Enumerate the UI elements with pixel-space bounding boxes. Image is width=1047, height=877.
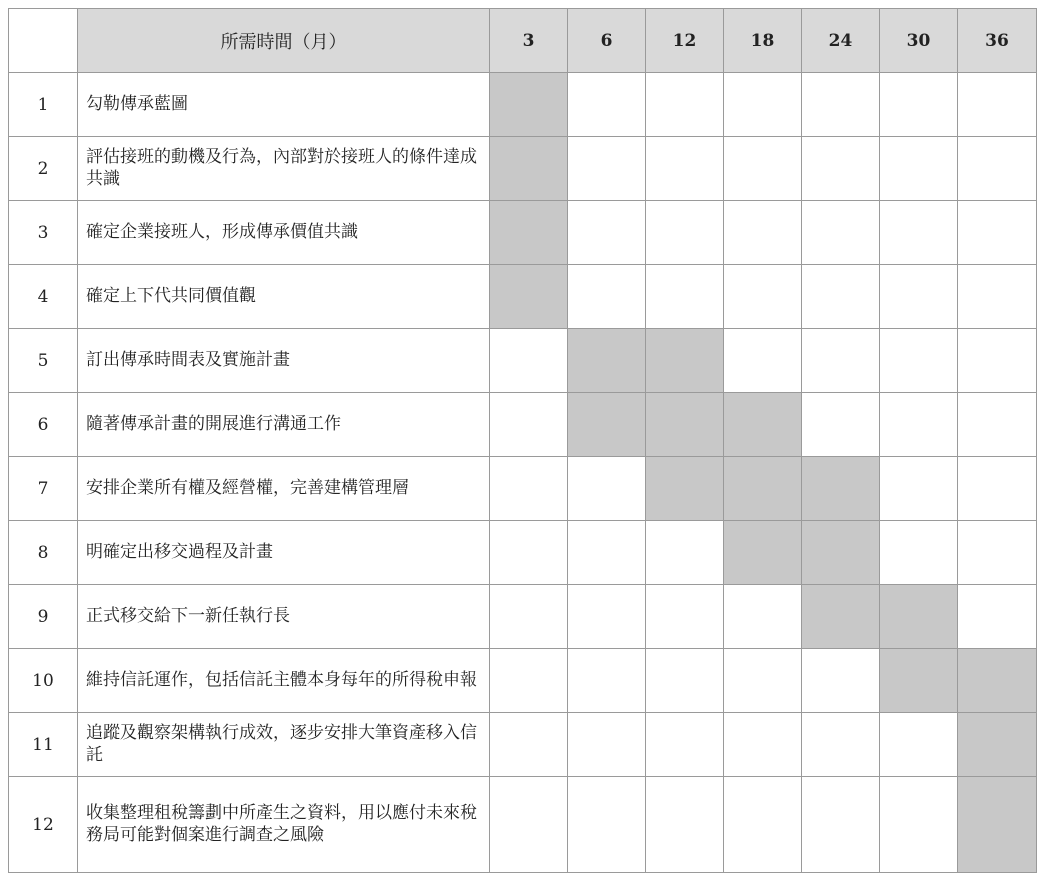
task-description: 追蹤及觀察架構執行成效，逐步安排大筆資產移入信託 xyxy=(78,713,490,777)
timeline-cell-empty xyxy=(646,585,724,649)
table-row xyxy=(9,521,1037,585)
task-description: 明確定出移交過程及計畫 xyxy=(78,521,490,585)
timeline-cell-empty xyxy=(880,713,958,777)
task-description: 勾勒傳承藍圖 xyxy=(78,73,490,137)
table-row xyxy=(9,777,1037,873)
row-number: 9 xyxy=(9,585,78,649)
table-row xyxy=(9,201,1037,265)
row-number: 6 xyxy=(9,393,78,457)
timeline-cell-empty xyxy=(490,777,568,873)
header-task-label: 所需時間（月） xyxy=(78,9,490,73)
timeline-cell-empty xyxy=(490,393,568,457)
timeline-cell-empty xyxy=(646,713,724,777)
timeline-cell-empty xyxy=(880,329,958,393)
timeline-cell-empty xyxy=(802,329,880,393)
timeline-cell-empty xyxy=(568,457,646,521)
timeline-cell-filled xyxy=(802,585,880,649)
timeline-cell-empty xyxy=(724,265,802,329)
timeline-cell-filled xyxy=(958,713,1037,777)
timeline-cell-empty xyxy=(958,137,1037,201)
timeline-cell-empty xyxy=(802,137,880,201)
table-row xyxy=(9,713,1037,777)
timeline-cell-empty xyxy=(490,521,568,585)
header-month-24: 24 xyxy=(802,9,880,73)
task-description: 確定企業接班人，形成傳承價值共識 xyxy=(78,201,490,265)
header-month-3: 3 xyxy=(490,9,568,73)
timeline-cell-filled xyxy=(880,649,958,713)
row-number: 12 xyxy=(9,777,78,873)
timeline-cell-empty xyxy=(568,585,646,649)
table-row xyxy=(9,73,1037,137)
task-description: 確定上下代共同價值觀 xyxy=(78,265,490,329)
task-description: 訂出傳承時間表及實施計畫 xyxy=(78,329,490,393)
timeline-cell-filled xyxy=(490,201,568,265)
timeline-cell-filled xyxy=(490,265,568,329)
timeline-cell-empty xyxy=(568,73,646,137)
timeline-cell-filled xyxy=(958,649,1037,713)
timeline-cell-empty xyxy=(958,329,1037,393)
timeline-cell-empty xyxy=(880,393,958,457)
row-number: 2 xyxy=(9,137,78,201)
timeline-cell-empty xyxy=(880,265,958,329)
timeline-cell-filled xyxy=(646,329,724,393)
timeline-cell-filled xyxy=(802,457,880,521)
table-header xyxy=(9,9,1037,73)
timeline-cell-empty xyxy=(880,73,958,137)
table-body xyxy=(9,73,1037,873)
timeline-cell-empty xyxy=(646,201,724,265)
timeline-cell-empty xyxy=(802,649,880,713)
table-row xyxy=(9,329,1037,393)
timeline-cell-filled xyxy=(646,393,724,457)
task-description: 安排企業所有權及經營權，完善建構管理層 xyxy=(78,457,490,521)
timeline-cell-empty xyxy=(802,73,880,137)
timeline-cell-empty xyxy=(724,777,802,873)
task-description: 維持信託運作，包括信託主體本身每年的所得稅申報 xyxy=(78,649,490,713)
timeline-cell-empty xyxy=(568,713,646,777)
timeline-cell-empty xyxy=(724,649,802,713)
timeline-cell-empty xyxy=(958,201,1037,265)
timeline-cell-filled xyxy=(802,521,880,585)
timeline-cell-empty xyxy=(490,329,568,393)
timeline-cell-filled xyxy=(724,393,802,457)
timeline-cell-empty xyxy=(880,457,958,521)
header-month-12: 12 xyxy=(646,9,724,73)
timeline-cell-empty xyxy=(958,521,1037,585)
row-number: 5 xyxy=(9,329,78,393)
gantt-table xyxy=(8,8,1037,873)
timeline-cell-empty xyxy=(724,713,802,777)
timeline-cell-filled xyxy=(724,457,802,521)
timeline-cell-empty xyxy=(958,393,1037,457)
row-number: 4 xyxy=(9,265,78,329)
row-number: 7 xyxy=(9,457,78,521)
timeline-cell-empty xyxy=(958,585,1037,649)
table-row xyxy=(9,137,1037,201)
table-row xyxy=(9,265,1037,329)
timeline-cell-empty xyxy=(724,585,802,649)
timeline-cell-empty xyxy=(568,201,646,265)
timeline-cell-empty xyxy=(802,393,880,457)
timeline-cell-empty xyxy=(490,585,568,649)
timeline-cell-empty xyxy=(568,521,646,585)
header-month-18: 18 xyxy=(724,9,802,73)
task-description: 收集整理租稅籌劃中所產生之資料，用以應付未來稅務局可能對個案進行調查之風險 xyxy=(78,777,490,873)
timeline-cell-empty xyxy=(880,777,958,873)
timeline-cell-filled xyxy=(490,137,568,201)
timeline-cell-empty xyxy=(490,457,568,521)
header-month-30: 30 xyxy=(880,9,958,73)
row-number: 3 xyxy=(9,201,78,265)
header-row xyxy=(9,9,1037,73)
timeline-cell-filled xyxy=(568,393,646,457)
timeline-cell-empty xyxy=(802,265,880,329)
timeline-cell-empty xyxy=(724,73,802,137)
header-month-6: 6 xyxy=(568,9,646,73)
timeline-cell-filled xyxy=(490,73,568,137)
timeline-cell-empty xyxy=(802,201,880,265)
timeline-cell-empty xyxy=(646,649,724,713)
timeline-cell-empty xyxy=(724,137,802,201)
timeline-cell-empty xyxy=(880,521,958,585)
timeline-cell-empty xyxy=(568,265,646,329)
timeline-cell-filled xyxy=(646,457,724,521)
timeline-cell-filled xyxy=(568,329,646,393)
timeline-cell-empty xyxy=(724,201,802,265)
timeline-cell-empty xyxy=(646,521,724,585)
header-month-36: 36 xyxy=(958,9,1037,73)
row-number: 10 xyxy=(9,649,78,713)
row-number: 11 xyxy=(9,713,78,777)
timeline-cell-empty xyxy=(958,73,1037,137)
timeline-cell-empty xyxy=(958,265,1037,329)
timeline-cell-empty xyxy=(568,137,646,201)
timeline-cell-filled xyxy=(724,521,802,585)
timeline-cell-empty xyxy=(646,265,724,329)
timeline-cell-empty xyxy=(880,201,958,265)
timeline-cell-empty xyxy=(880,137,958,201)
timeline-cell-filled xyxy=(958,777,1037,873)
timeline-cell-empty xyxy=(568,649,646,713)
table-row xyxy=(9,457,1037,521)
timeline-cell-empty xyxy=(490,713,568,777)
timeline-cell-empty xyxy=(646,73,724,137)
header-corner-cell xyxy=(9,9,78,73)
timeline-cell-empty xyxy=(646,777,724,873)
row-number: 8 xyxy=(9,521,78,585)
timeline-cell-empty xyxy=(490,649,568,713)
timeline-cell-empty xyxy=(724,329,802,393)
timeline-cell-empty xyxy=(958,457,1037,521)
table-row xyxy=(9,585,1037,649)
row-number: 1 xyxy=(9,73,78,137)
timeline-cell-empty xyxy=(802,713,880,777)
table-row xyxy=(9,649,1037,713)
table-row xyxy=(9,393,1037,457)
task-description: 正式移交給下一新任執行長 xyxy=(78,585,490,649)
timeline-cell-empty xyxy=(802,777,880,873)
timeline-cell-empty xyxy=(646,137,724,201)
task-description: 隨著傳承計畫的開展進行溝通工作 xyxy=(78,393,490,457)
timeline-cell-filled xyxy=(880,585,958,649)
task-description: 評估接班的動機及行為，內部對於接班人的條件達成共識 xyxy=(78,137,490,201)
timeline-cell-empty xyxy=(568,777,646,873)
